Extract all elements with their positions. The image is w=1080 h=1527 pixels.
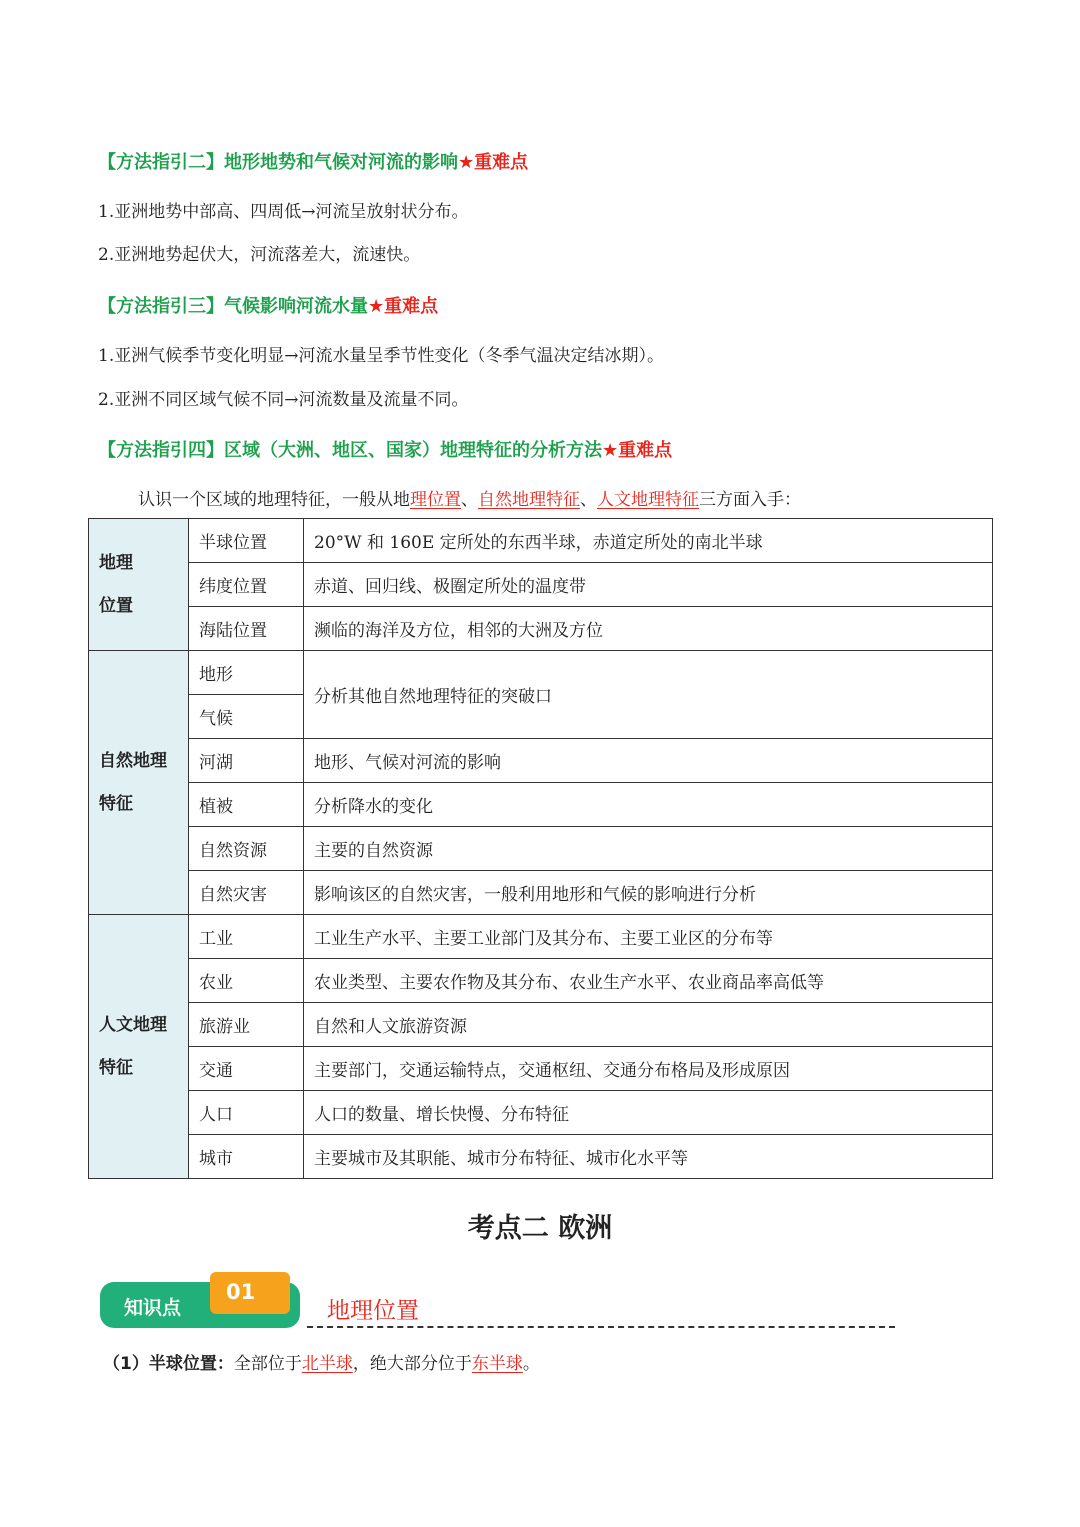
keyword-human: 人文地理特征 xyxy=(597,490,699,510)
knowledge-badge-label: 知识点 xyxy=(124,1297,182,1319)
method-heading-2 xyxy=(98,148,528,174)
hemisphere-text: ，绝大部分位于 xyxy=(352,1354,472,1374)
method-heading-4 xyxy=(98,436,672,462)
section-title: 考点二 欧洲 xyxy=(467,1213,613,1244)
category-cell-human: 人文地理 特征 xyxy=(89,915,189,1179)
table-value-cell: 赤道、回归线、极圈定所处的温度带 xyxy=(304,563,993,607)
table-value-cell: 影响该区的自然灾害，一般利用地形和气候的影响进行分析 xyxy=(304,871,993,915)
intro-paragraph xyxy=(138,485,801,510)
table-row xyxy=(89,1135,993,1179)
method2-item-1: 1.亚洲地势中部高、四周低→河流呈放射状分布。 xyxy=(98,202,469,222)
table-row xyxy=(89,1091,993,1135)
table-value-cell: 20°W 和 160E 定所处的东西半球，赤道定所处的南北半球 xyxy=(304,519,993,563)
method3-item-2: 2.亚洲不同区域气候不同→河流数量及流量不同。 xyxy=(98,390,469,410)
intro-text: 认识一个区域的地理特征，一般从地 xyxy=(138,490,410,510)
table-value-cell: 主要城市及其职能、城市分布特征、城市化水平等 xyxy=(304,1135,993,1179)
method-bracket: 【方法指引四】 xyxy=(98,440,224,461)
table-value-cell: 分析其他自然地理特征的突破口 xyxy=(304,651,993,739)
hemisphere-line xyxy=(103,1349,540,1374)
hemisphere-text: 。 xyxy=(522,1354,540,1374)
method3-item-1: 1.亚洲气候季节变化明显→河流水量呈季节性变化（冬季气温决定结冰期）。 xyxy=(98,346,664,366)
table-row xyxy=(89,827,993,871)
category-cell-physical: 自然地理 特征 xyxy=(89,651,189,915)
table-key-cell: 自然资源 xyxy=(189,827,304,871)
table-row xyxy=(89,915,993,959)
table-value-cell: 农业类型、主要农作物及其分布、农业生产水平、农业商品率高低等 xyxy=(304,959,993,1003)
keyword-physical: 自然地理特征 xyxy=(478,490,580,510)
method2-item-2: 2.亚洲地势起伏大，河流落差大，流速快。 xyxy=(98,245,421,265)
intro-separator: 、 xyxy=(461,490,478,510)
intro-text: 三方面入手： xyxy=(699,490,801,510)
table-key-cell: 半球位置 xyxy=(189,519,304,563)
hemisphere-label: （1）半球位置： xyxy=(103,1354,234,1374)
table-row xyxy=(89,739,993,783)
method-title: 区域（大洲、地区、国家）地理特征的分析方法 xyxy=(224,440,602,461)
table-row xyxy=(89,871,993,915)
table-key-cell: 旅游业 xyxy=(189,1003,304,1047)
table-row xyxy=(89,959,993,1003)
table-value-cell: 主要部门，交通运输特点，交通枢纽、交通分布格局及形成原因 xyxy=(304,1047,993,1091)
keyword-north-hemisphere: 北半球 xyxy=(301,1354,353,1374)
table-row xyxy=(89,783,993,827)
table-row xyxy=(89,651,993,695)
key-difficulty-star: ★重难点 xyxy=(458,152,529,173)
table-key-cell: 植被 xyxy=(189,783,304,827)
table-key-cell: 交通 xyxy=(189,1047,304,1091)
table-row xyxy=(89,607,993,651)
category-cell-location: 地理 位置 xyxy=(89,519,189,651)
key-difficulty-star: ★重难点 xyxy=(602,440,673,461)
table-key-cell: 地形 xyxy=(189,651,304,695)
method-title: 地形地势和气候对河流的影响 xyxy=(224,152,458,173)
table-row xyxy=(89,1003,993,1047)
title-underline xyxy=(307,1326,895,1328)
table-row xyxy=(89,563,993,607)
table-key-cell: 气候 xyxy=(189,695,304,739)
method-title: 气候影响河流水量 xyxy=(224,296,368,317)
knowledge-number: 01 xyxy=(226,1280,256,1304)
knowledge-title: 地理位置 xyxy=(327,1298,419,1324)
table-value-cell: 工业生产水平、主要工业部门及其分布、主要工业区的分布等 xyxy=(304,915,993,959)
key-difficulty-star: ★重难点 xyxy=(368,296,439,317)
intro-separator: 、 xyxy=(580,490,597,510)
keyword-location: 理位置 xyxy=(410,490,461,510)
table-value-cell: 分析降水的变化 xyxy=(304,783,993,827)
table-key-cell: 河湖 xyxy=(189,739,304,783)
keyword-east-hemisphere: 东半球 xyxy=(471,1354,523,1374)
table-row xyxy=(89,519,993,563)
table-value-cell: 濒临的海洋及方位，相邻的大洲及方位 xyxy=(304,607,993,651)
method-heading-3 xyxy=(98,292,438,318)
table-key-cell: 自然灾害 xyxy=(189,871,304,915)
table-value-cell: 人口的数量、增长快慢、分布特征 xyxy=(304,1091,993,1135)
table-value-cell: 地形、气候对河流的影响 xyxy=(304,739,993,783)
hemisphere-text: 全部位于 xyxy=(233,1354,302,1374)
method-bracket: 【方法指引三】 xyxy=(98,296,224,317)
table-value-cell: 主要的自然资源 xyxy=(304,827,993,871)
table-key-cell: 工业 xyxy=(189,915,304,959)
table-value-cell: 自然和人文旅游资源 xyxy=(304,1003,993,1047)
table-key-cell: 农业 xyxy=(189,959,304,1003)
method-bracket: 【方法指引二】 xyxy=(98,152,224,173)
table-key-cell: 城市 xyxy=(189,1135,304,1179)
geo-features-table xyxy=(88,518,993,1179)
table-key-cell: 人口 xyxy=(189,1091,304,1135)
table-key-cell: 海陆位置 xyxy=(189,607,304,651)
table-row xyxy=(89,1047,993,1091)
table-key-cell: 纬度位置 xyxy=(189,563,304,607)
